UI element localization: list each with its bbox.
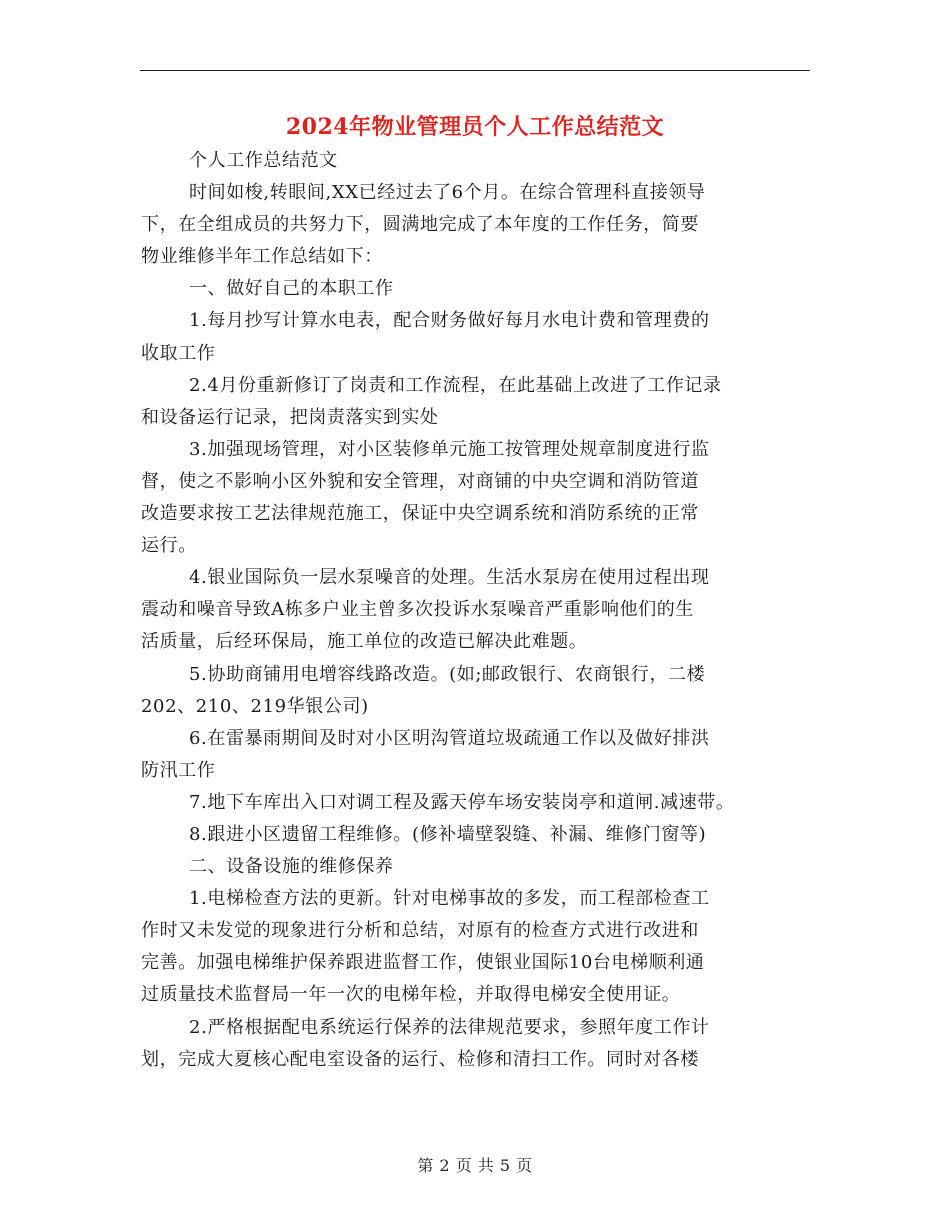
- body-line: 1.电梯检查方法的更新。针对电梯事故的多发，而工程部检查工: [189, 888, 710, 910]
- body-line: 4.银业国际负一层水泵噪音的处理。生活水泵房在使用过程出现: [189, 567, 710, 589]
- body-line: 和设备运行记录，把岗责落实到实处: [141, 406, 439, 428]
- body-line: 物业维修半年工作总结如下：: [141, 246, 383, 268]
- body-line: 6.在雷暴雨期间及时对小区明沟管道垃圾疏通工作以及做好排洪: [189, 727, 710, 749]
- body-line: 震动和噪音导致A栋多户业主曾多次投诉水泵噪音严重影响他们的生: [141, 599, 694, 621]
- document-title: 2024年物业管理员个人工作总结范文: [285, 114, 665, 140]
- body-line: 督，使之不影响小区外貌和安全管理，对商铺的中央空调和消防管道: [141, 470, 699, 492]
- document-body: [141, 145, 811, 1076]
- body-line: 7.地下车库出入口对调工程及露天停车场安装岗亭和道闸.减速带。: [189, 791, 735, 813]
- body-line: 2.4月份重新修订了岗责和工作流程，在此基础上改进了工作记录: [189, 374, 722, 396]
- body-line: 5.协助商铺用电增容线路改造。(如;邮政银行、农商银行，二楼: [189, 663, 706, 685]
- body-line: 作时又未发觉的现象进行分析和总结，对原有的检查方式进行改进和: [141, 920, 699, 942]
- body-line: 一、做好自己的本职工作: [189, 278, 394, 300]
- body-line: 下，在全组成员的共努力下，圆满地完成了本年度的工作任务，简要: [141, 214, 699, 236]
- page-number: 第 2 页 共 5 页: [417, 1156, 533, 1175]
- body-line: 收取工作: [141, 342, 216, 364]
- body-line: 防汛工作: [141, 759, 216, 781]
- body-line: 过质量技术监督局一年一次的电梯年检，并取得电梯安全使用证。: [141, 984, 681, 1006]
- body-line: 8.跟进小区遗留工程维修。(修补墙壁裂缝、补漏、维修门窗等): [189, 823, 707, 845]
- body-line: 2.严格根据配电系统运行保养的法律规范要求，参照年度工作计: [189, 1016, 710, 1038]
- body-line: 完善。加强电梯维护保养跟进监督工作，使银业国际10台电梯顺利通: [141, 952, 705, 974]
- body-line: 202、210、219华银公司): [141, 695, 369, 717]
- body-line: 活质量，后经环保局，施工单位的改造已解决此难题。: [141, 631, 588, 653]
- body-line: 二、设备设施的维修保养: [189, 856, 394, 878]
- header-rule: [140, 70, 810, 71]
- body-line: 改造要求按工艺法律规范施工，保证中央空调系统和消防系统的正常: [141, 503, 699, 525]
- body-line: 个人工作总结范文: [189, 150, 338, 171]
- body-line: 时间如梭,转眼间,XX已经过去了6个月。在综合管理科直接领导: [189, 182, 706, 204]
- body-line: 1.每月抄写计算水电表，配合财务做好每月水电计费和管理费的: [189, 310, 710, 332]
- body-line: 运行。: [141, 535, 197, 557]
- body-line: 3.加强现场管理，对小区装修单元施工按管理处规章制度进行监: [189, 438, 710, 460]
- body-line: 划，完成大夏核心配电室设备的运行、检修和清扫工作。同时对各楼: [141, 1048, 699, 1070]
